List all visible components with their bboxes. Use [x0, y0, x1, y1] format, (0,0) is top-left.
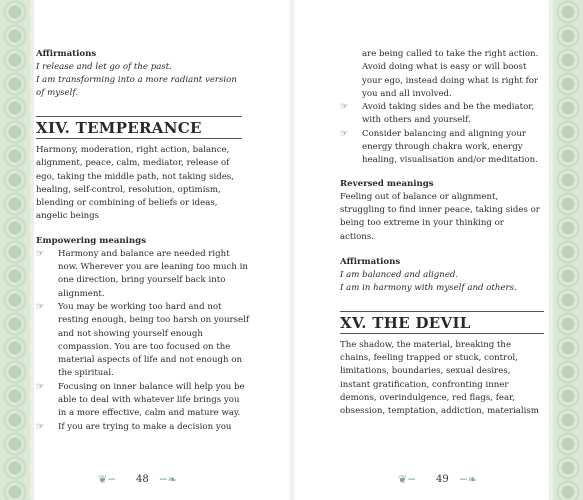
page-number-right: 49	[436, 474, 449, 485]
pointing-hand-icon: ☞	[340, 102, 349, 113]
page-number-left: 48	[136, 474, 149, 485]
floral-ornament-icon: ❦─	[398, 473, 416, 486]
right-page	[340, 48, 540, 419]
decorative-border-right	[553, 0, 583, 500]
list-item: ☞ If you are trying to make a decision you	[36, 421, 250, 434]
pointing-hand-icon: ☞	[36, 381, 45, 392]
list-item: ☞ Harmony and balance are needed right now. Wherever you are leaning too much in one direction, bring yourself back into alignment.	[36, 248, 248, 299]
empowering-list-continued	[340, 101, 540, 167]
left-page	[36, 48, 284, 434]
decorative-border-left	[0, 0, 30, 500]
list-item: ☞ Focusing on inner balance will help you be able to deal with whatever life brings you in a more effective, calm and mature way.	[36, 381, 245, 419]
affirmations-label: Affirmations	[340, 256, 401, 267]
affirmation-line: I am balanced and aligned.	[340, 269, 459, 280]
list-item: ☞ Consider balancing and aligning your energy through chakra work, energy healing, visualisation and/or meditation.	[340, 128, 538, 166]
pointing-hand-icon: ☞	[36, 421, 45, 432]
empowering-list	[36, 248, 250, 434]
list-item: ☞ You may be working too hard and not resting enough, being too harsh on yourself and not showing yourself enough compassion. You are too focused on the material aspects of life and not enough on the spiritual.	[36, 301, 250, 379]
card-heading-the-devil: XV. THE DEVIL	[340, 311, 544, 334]
border-strip-left	[30, 0, 34, 500]
affirmation-line: I am in harmony with myself and others.	[340, 282, 517, 293]
affirmation-line: I release and let go of the past.	[36, 62, 172, 72]
pointing-hand-icon: ☞	[36, 248, 45, 259]
affirmation-line: I am transforming into a more radiant version of myself.	[36, 75, 237, 98]
empowering-meanings-label: Empowering meanings	[36, 235, 147, 246]
floral-ornament-icon: ─❧	[160, 473, 178, 486]
affirmations-label: Affirmations	[36, 49, 97, 59]
pointing-hand-icon: ☞	[36, 301, 45, 312]
continued-text: are being called to take the right action. Avoid doing what is easy or will boost your ego, instead doing what is right for you and all involved.	[362, 49, 539, 99]
keywords-text: The shadow, the material, breaking the chains, feeling trapped or stuck, control, limitations, boundaries, sexual desires, instant gratification, confronting inner demons, overindulgence, red flags, fear, obsession, temptation, addiction, materialism	[340, 339, 539, 417]
reversed-meanings-label: Reversed meanings	[340, 178, 434, 189]
border-strip-right	[549, 0, 553, 500]
floral-ornament-icon: ❦─	[98, 473, 116, 486]
list-item: ☞ Avoid taking sides and be the mediator, with others and yourself.	[340, 102, 535, 126]
book-gutter	[288, 0, 296, 500]
card-heading-temperance: XIV. TEMPERANCE	[36, 116, 242, 139]
floral-ornament-icon: ─❧	[460, 473, 478, 486]
pointing-hand-icon: ☞	[340, 128, 349, 139]
keywords-text: Harmony, moderation, right action, balance, alignment, peace, calm, mediator, release of ego, taking the middle path, not taking sides, healing, self-control, resolution, optimism, blending or combining of beliefs or ideas, angelic beings	[36, 145, 234, 222]
reversed-text: Feeling out of balance or alignment, struggling to find inner peace, taking sides or being too extreme in your thinking or actions.	[340, 191, 540, 242]
